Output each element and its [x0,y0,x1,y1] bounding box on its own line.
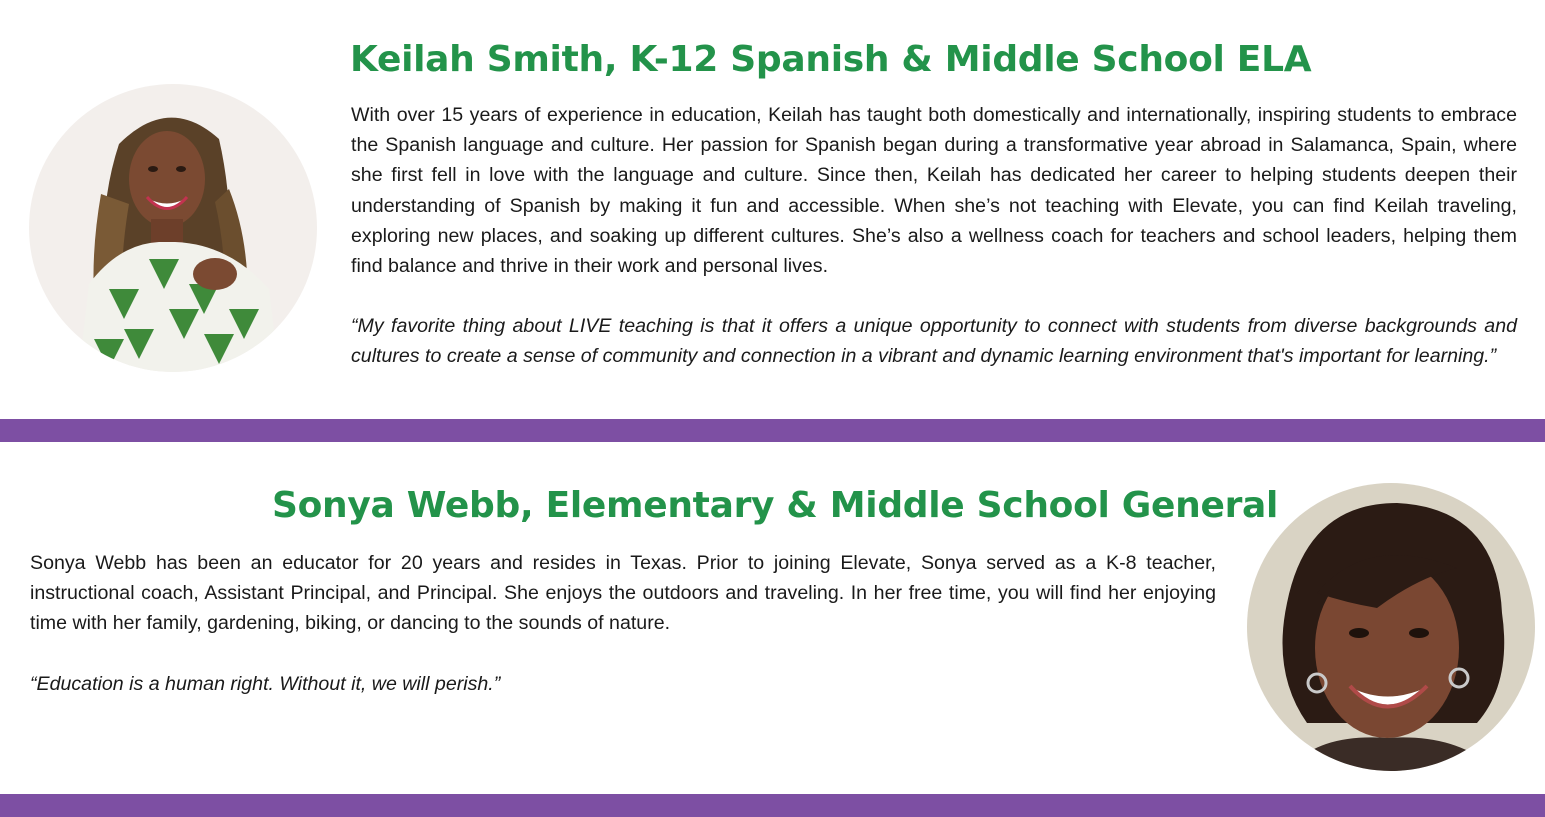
section-divider-bottom [0,794,1545,817]
portrait-photo-icon [29,84,317,372]
sonya-portrait-photo [1247,483,1535,771]
keilah-portrait-photo [29,84,317,372]
section-divider-top [0,419,1545,442]
sonya-quote: “Education is a human right. Without it, we will perish.” [30,673,501,695]
portrait-photo-icon [1247,483,1535,771]
sonya-bio: Sonya Webb has been an educator for 20 years and resides in Texas. Prior to joining Elevate, Sonya served as a K-8 teacher, instructional coach, Assistant Principal, and Principal. She enjoys the outdoors and traveling. In her free time, you will find her enjoying time with her family, gardening, biking, or dancing to the sounds of nature. [30,552,1216,635]
keilah-quote: “My favorite thing about LIVE teaching is that it offers a unique opportunity to connect with students from diverse backgrounds and cultures to create a sense of community and connection in a vibrant and dynamic learning environment that's important for learning.” [351,315,1517,368]
keilah-name-heading: Keilah Smith, K-12 Spanish & Middle School ELA [350,39,1312,80]
sonya-name-heading: Sonya Webb, Elementary & Middle School General [272,485,1279,526]
keilah-bio: With over 15 years of experience in education, Keilah has taught both domestically and internationally, inspiring students to embrace the Spanish language and culture. Her passion for Spanish began during a transformative year abroad in Salamanca, Spain, where she first fell in love with the language and culture. Since then, Keilah has dedicated her career to helping students deepen their understanding of Spanish by making it fun and accessible. When she’s not teaching with Elevate, you can find Keilah traveling, exploring new places, and soaking up different cultures. She’s also a wellness coach for teachers and school leaders, helping them find balance and thrive in their work and personal lives. [351,104,1517,278]
